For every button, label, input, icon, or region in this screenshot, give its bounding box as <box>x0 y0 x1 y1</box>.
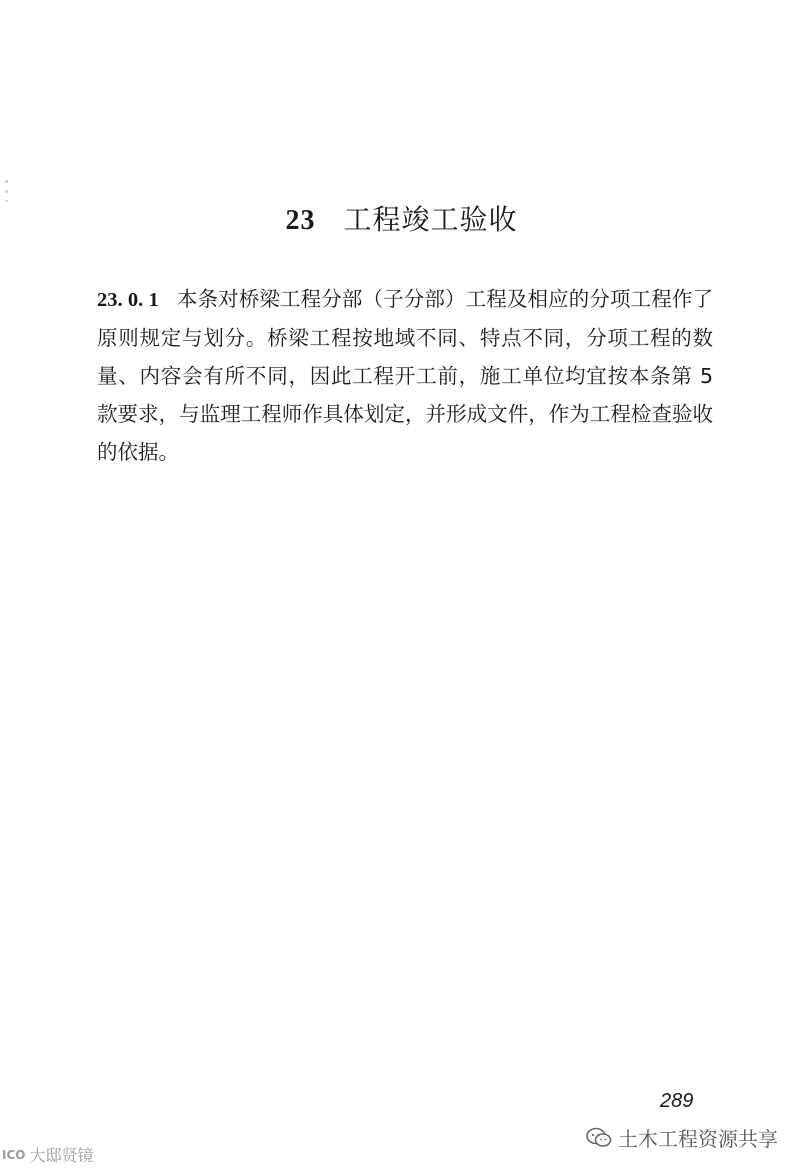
page-number: 289 <box>660 1090 694 1112</box>
watermark-corner-text: 大邸贤镜 <box>29 1146 94 1165</box>
clause-paragraph <box>97 280 713 471</box>
watermark-corner <box>2 1143 94 1166</box>
wechat-icon <box>586 1127 612 1149</box>
watermark-logo-mark: ICO <box>2 1147 26 1162</box>
chapter-number: 23 <box>285 205 316 236</box>
chapter-heading <box>0 198 803 238</box>
clause-text: 本条对桥梁工程分部（子分部）工程及相应的分项工程作了原则规定与划分。桥梁工程按地域不同、特点不同，分项工程的数量、内容会有所不同，因此工程开工前，施工单位均宜按本条第 5 款要求，与监理工程师作具体划定，并形成文件，作为工程检查验收的依据。 <box>97 287 713 464</box>
chapter-title: 工程竣工验收 <box>343 203 518 236</box>
watermark-text: 土木工程资源共享 <box>618 1127 778 1151</box>
watermark-source <box>586 1123 778 1152</box>
clause-number: 23. 0. 1 <box>97 289 159 311</box>
